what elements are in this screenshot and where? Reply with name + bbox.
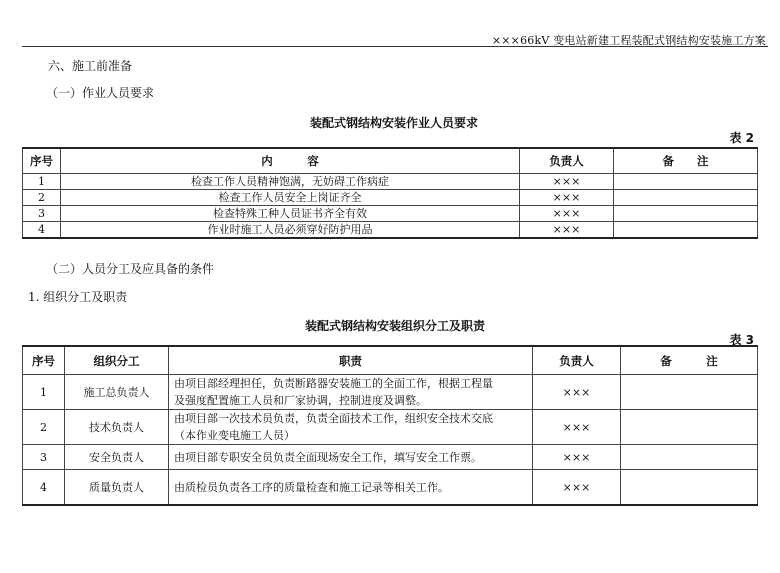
- cell-role: 技术负责人: [65, 410, 169, 445]
- cell-remark: [621, 470, 758, 506]
- table-row: [23, 410, 758, 445]
- header-cell: 负责人: [520, 148, 614, 174]
- table-row: [23, 375, 758, 410]
- cell-duty: [169, 445, 533, 470]
- cell-no: 2: [23, 410, 65, 445]
- cell-remark: [614, 174, 758, 190]
- table-organization-duties: [22, 345, 758, 506]
- header-cell: 序号: [23, 148, 61, 174]
- table-header-row: [23, 346, 758, 375]
- duty-line: 及强度配置施工人员和厂家协调，控制进度及调整。: [174, 394, 427, 407]
- cell-no: 1: [23, 375, 65, 410]
- cell-owner: ×××: [533, 375, 621, 410]
- table-row: [23, 445, 758, 470]
- cell-role: 安全负责人: [65, 445, 169, 470]
- duty-line: 由项目部一次技术员负责，负责全面技术工作，组织安全技术交底: [174, 412, 493, 425]
- header-cell: 负责人: [533, 346, 621, 375]
- cell-remark: [614, 190, 758, 206]
- table-row: [23, 190, 758, 206]
- cell-owner: ×××: [520, 222, 614, 239]
- cell-no: 4: [23, 222, 61, 239]
- cell-duty: [169, 375, 533, 410]
- duty-line: 由项目部专职安全员负责全面现场安全工作，填写安全工作票。: [174, 450, 482, 464]
- table3-number: 表 3: [729, 333, 754, 347]
- table3-caption: 装配式钢结构安装组织分工及职责: [305, 319, 486, 333]
- cell-owner: ×××: [533, 445, 621, 470]
- table2-number: 表 2: [729, 131, 754, 145]
- header-rule: [22, 46, 768, 47]
- cell-role: 施工总负责人: [65, 375, 169, 410]
- cell-no: 3: [23, 445, 65, 470]
- table2-caption: 装配式钢结构安装作业人员要求: [310, 116, 479, 130]
- cell-content: 检查工作人员安全上岗证齐全: [61, 190, 520, 206]
- cell-remark: [614, 222, 758, 239]
- cell-remark: [621, 445, 758, 470]
- subsection-title-1: （一）作业人员要求: [46, 86, 155, 100]
- cell-owner: ×××: [520, 174, 614, 190]
- duty-line: （本作业变电施工人员）: [174, 429, 295, 442]
- cell-remark: [621, 375, 758, 410]
- duty-line: 由质检员负责各工序的质量检查和施工记录等相关工作。: [174, 480, 449, 494]
- table-row: [23, 222, 758, 239]
- cell-content: 检查特殊工种人员证书齐全有效: [61, 206, 520, 222]
- cell-owner: ×××: [520, 190, 614, 206]
- header-cell: 内 容: [61, 148, 520, 174]
- header-cell: 备 注: [614, 148, 758, 174]
- cell-duty: [169, 470, 533, 506]
- header-cell: 备 注: [621, 346, 758, 375]
- document-header-title: ×××66kV 变电站新建工程装配式钢结构安装施工方案: [491, 34, 766, 47]
- cell-remark: [614, 206, 758, 222]
- cell-content: 检查工作人员精神饱满，无妨碍工作病症: [61, 174, 520, 190]
- cell-remark: [621, 410, 758, 445]
- cell-no: 4: [23, 470, 65, 506]
- table-row: [23, 206, 758, 222]
- section-title: 六、施工前准备: [48, 59, 133, 73]
- cell-owner: ×××: [520, 206, 614, 222]
- table-header-row: [23, 148, 758, 174]
- cell-role: 质量负责人: [65, 470, 169, 506]
- table-row: [23, 174, 758, 190]
- duty-line: 由项目部经理担任，负责断路器安装施工的全面工作，根据工程量: [174, 377, 493, 390]
- cell-no: 2: [23, 190, 61, 206]
- cell-owner: ×××: [533, 410, 621, 445]
- header-cell: 职责: [169, 346, 533, 375]
- header-cell: 序号: [23, 346, 65, 375]
- table-row: [23, 470, 758, 506]
- cell-no: 3: [23, 206, 61, 222]
- cell-no: 1: [23, 174, 61, 190]
- cell-content: 作业时施工人员必须穿好防护用品: [61, 222, 520, 239]
- table-personnel-requirements: [22, 147, 758, 239]
- cell-duty: [169, 410, 533, 445]
- header-cell: 组织分工: [65, 346, 169, 375]
- item-title-1: 1. 组织分工及职责: [28, 290, 128, 304]
- cell-owner: ×××: [533, 470, 621, 506]
- subsection-title-2: （二）人员分工及应具备的条件: [46, 262, 215, 276]
